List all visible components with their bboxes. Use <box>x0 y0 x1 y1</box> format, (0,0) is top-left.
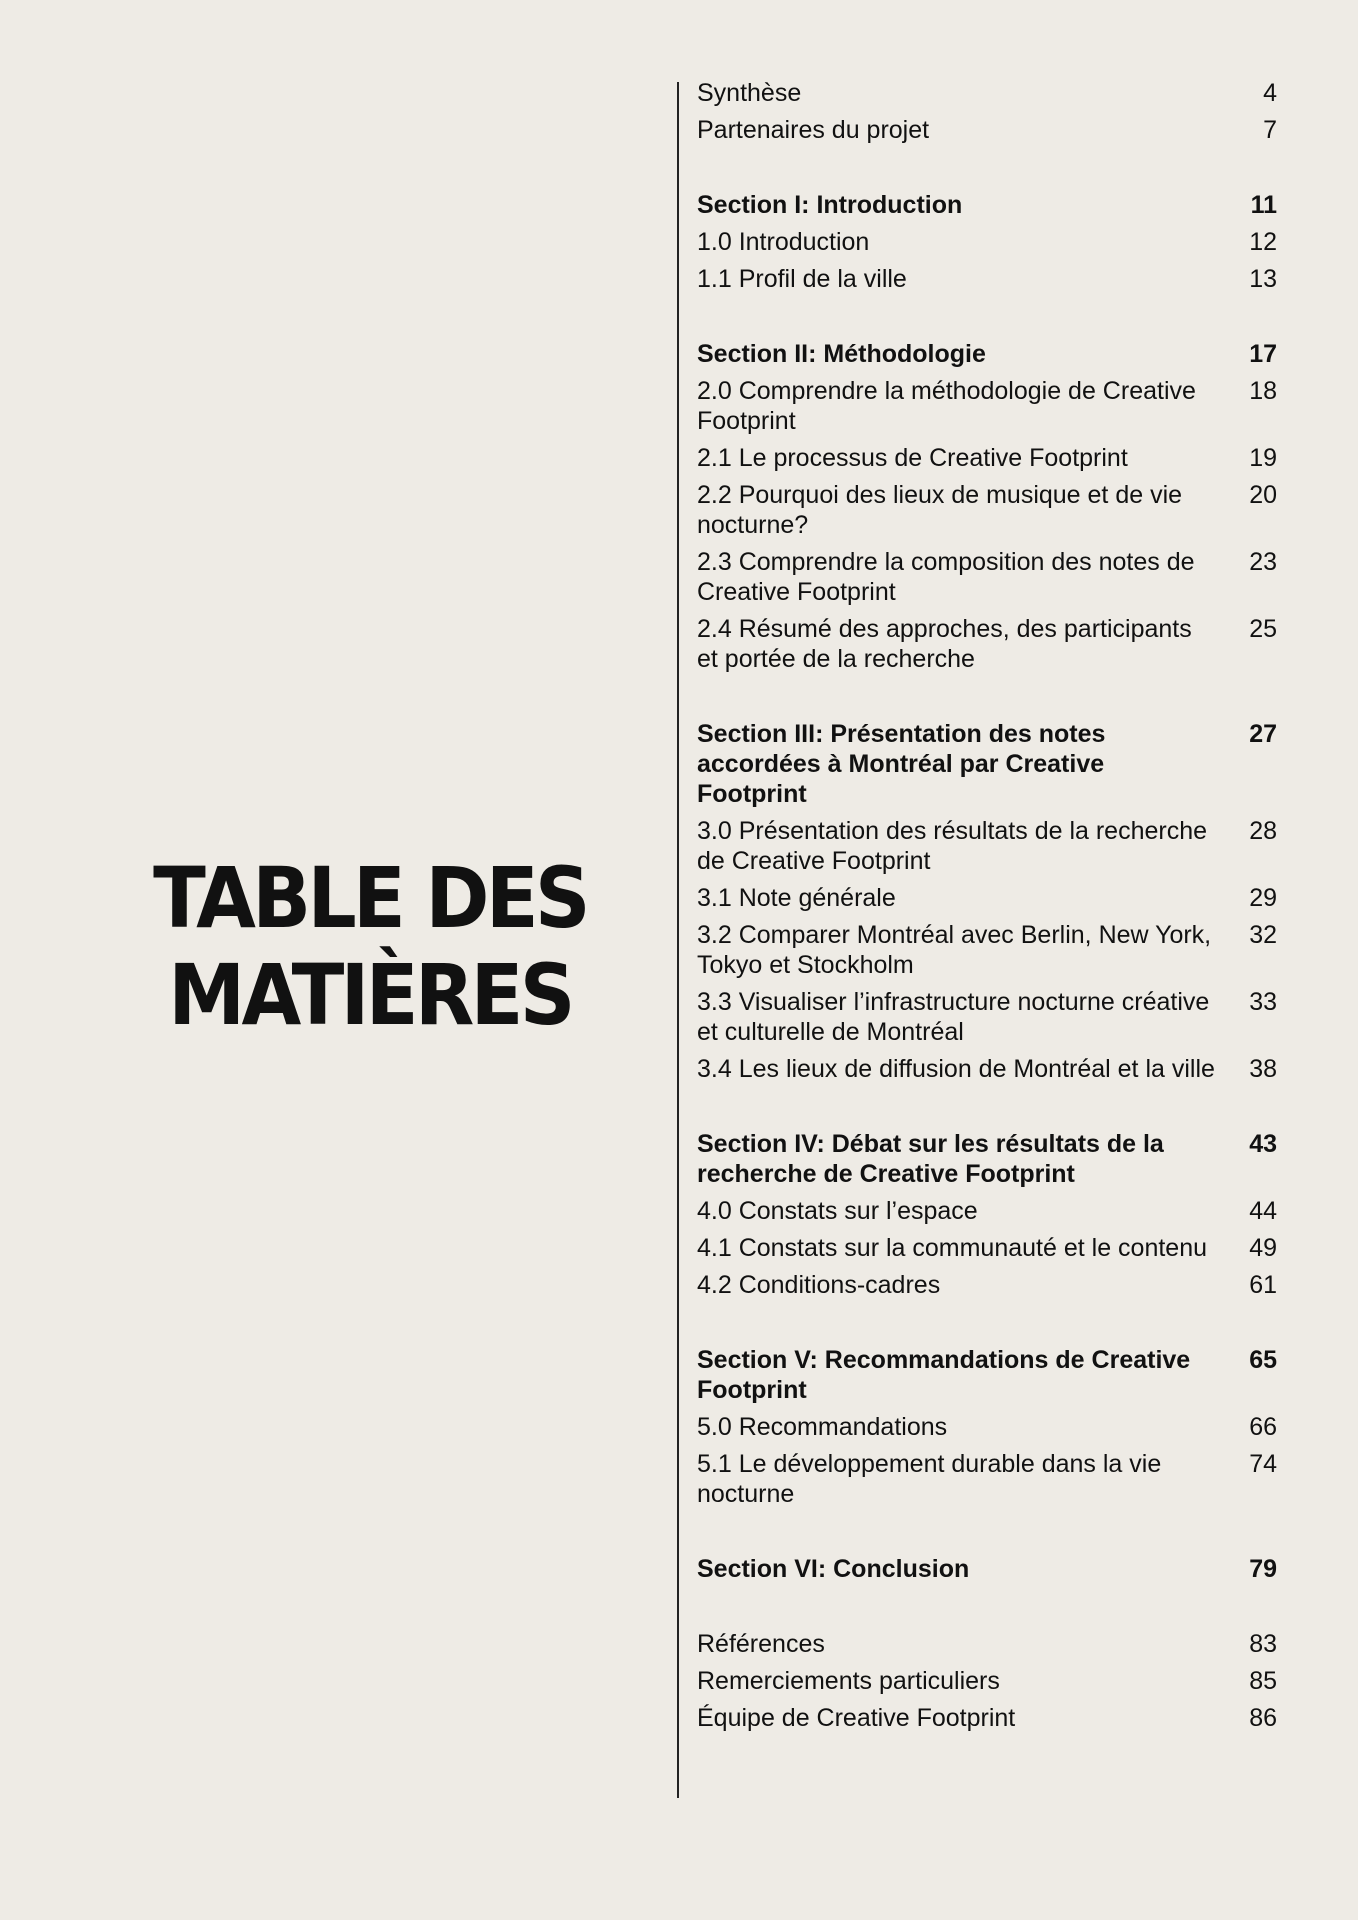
toc-section-page: 65 <box>1249 1346 1277 1374</box>
toc-section-label: Section VI: Conclusion <box>697 1555 970 1583</box>
toc-entry-references[interactable] <box>697 1629 1277 1659</box>
table-of-contents <box>697 78 1277 1740</box>
toc-section-heading-1[interactable] <box>697 190 1277 220</box>
toc-entry-page: 29 <box>1249 884 1277 912</box>
toc-entry-page: 18 <box>1249 377 1277 405</box>
toc-entry-label: Remerciements particuliers <box>697 1667 1000 1695</box>
toc-entry-page: 74 <box>1249 1450 1277 1478</box>
toc-entry-remerciements[interactable] <box>697 1666 1277 1696</box>
toc-section-page: 27 <box>1249 720 1277 748</box>
toc-entry-partenaires[interactable] <box>697 115 1277 145</box>
toc-entry-label: 3.3 Visualiser l’infrastructure nocturne créative et culturelle de Montréal <box>697 988 1210 1046</box>
toc-entry-label: 1.0 Introduction <box>697 228 870 256</box>
toc-entry-label: Équipe de Creative Footprint <box>697 1704 1016 1732</box>
toc-entry-2-3[interactable] <box>697 547 1277 607</box>
toc-entry-page: 86 <box>1249 1704 1277 1732</box>
toc-entry-1-1[interactable] <box>697 264 1277 294</box>
toc-entry-label: 4.2 Conditions-cadres <box>697 1271 941 1299</box>
toc-entry-page: 7 <box>1263 116 1277 144</box>
page-title-line-1: TABLE DES <box>153 849 587 947</box>
spacer <box>697 152 1277 190</box>
toc-entry-page: 83 <box>1249 1630 1277 1658</box>
toc-entry-page: 61 <box>1249 1271 1277 1299</box>
vertical-divider <box>677 82 679 1798</box>
toc-entry-2-2[interactable] <box>697 480 1277 540</box>
toc-entry-label: 2.1 Le processus de Creative Footprint <box>697 444 1128 472</box>
toc-section-page: 43 <box>1249 1130 1277 1158</box>
toc-entry-page: 85 <box>1249 1667 1277 1695</box>
toc-entry-3-2[interactable] <box>697 920 1277 980</box>
toc-entry-label: 5.1 Le développement durable dans la vie nocturne <box>697 1450 1162 1508</box>
toc-entry-label: 4.0 Constats sur l’espace <box>697 1197 978 1225</box>
toc-entry-label: 2.2 Pourquoi des lieux de musique et de vie nocturne? <box>697 481 1183 539</box>
toc-entry-page: 44 <box>1249 1197 1277 1225</box>
toc-section-label: Section III: Présentation des notes accordées à Montréal par Creative Footprint <box>697 720 1106 808</box>
toc-entry-3-4[interactable] <box>697 1054 1277 1084</box>
toc-entry-2-4[interactable] <box>697 614 1277 674</box>
toc-entry-4-0[interactable] <box>697 1196 1277 1226</box>
toc-section-page: 17 <box>1249 340 1277 368</box>
toc-entry-label: 2.4 Résumé des approches, des participants et portée de la recherche <box>697 615 1192 673</box>
toc-entry-page: 25 <box>1249 615 1277 643</box>
toc-entry-label: 3.4 Les lieux de diffusion de Montréal et la ville <box>697 1055 1215 1083</box>
toc-entry-page: 49 <box>1249 1234 1277 1262</box>
toc-entry-4-1[interactable] <box>697 1233 1277 1263</box>
toc-section-heading-4[interactable] <box>697 1129 1277 1189</box>
toc-entry-label: 4.1 Constats sur la communauté et le contenu <box>697 1234 1208 1262</box>
toc-entry-page: 66 <box>1249 1413 1277 1441</box>
toc-entry-page: 4 <box>1263 79 1277 107</box>
toc-entry-page: 33 <box>1249 988 1277 1016</box>
spacer <box>697 1307 1277 1345</box>
toc-entry-3-3[interactable] <box>697 987 1277 1047</box>
page-title <box>112 850 627 1043</box>
spacer <box>697 1091 1277 1129</box>
toc-entry-page: 23 <box>1249 548 1277 576</box>
toc-section-page: 79 <box>1249 1555 1277 1583</box>
toc-entry-page: 20 <box>1249 481 1277 509</box>
toc-entry-label: 5.0 Recommandations <box>697 1413 948 1441</box>
toc-section-label: Section II: Méthodologie <box>697 340 986 368</box>
page-title-line-2: MATIÈRES <box>168 945 572 1044</box>
toc-entry-page: 28 <box>1249 817 1277 845</box>
toc-entry-2-0[interactable] <box>697 376 1277 436</box>
toc-entry-3-1[interactable] <box>697 883 1277 913</box>
toc-entry-label: 2.0 Comprendre la méthodologie de Creative Footprint <box>697 377 1196 435</box>
toc-entry-label: Références <box>697 1630 825 1658</box>
toc-entry-page: 19 <box>1249 444 1277 472</box>
toc-section-heading-2[interactable] <box>697 339 1277 369</box>
toc-entry-label: 3.1 Note générale <box>697 884 896 912</box>
spacer <box>697 1516 1277 1554</box>
toc-entry-1-0[interactable] <box>697 227 1277 257</box>
toc-section-heading-5[interactable] <box>697 1345 1277 1405</box>
toc-entry-page: 12 <box>1249 228 1277 256</box>
spacer <box>697 301 1277 339</box>
toc-entry-3-0[interactable] <box>697 816 1277 876</box>
toc-entry-2-1[interactable] <box>697 443 1277 473</box>
toc-entry-synthese[interactable] <box>697 78 1277 108</box>
toc-section-label: Section IV: Débat sur les résultats de la recherche de Creative Footprint <box>697 1130 1164 1188</box>
toc-entry-label: 3.2 Comparer Montréal avec Berlin, New York, Tokyo et Stockholm <box>697 921 1212 979</box>
toc-section-label: Section V: Recommandations de Creative Footprint <box>697 1346 1191 1404</box>
spacer <box>697 1591 1277 1629</box>
toc-entry-page: 32 <box>1249 921 1277 949</box>
toc-section-heading-6[interactable] <box>697 1554 1277 1584</box>
toc-entry-5-1[interactable] <box>697 1449 1277 1509</box>
toc-section-page: 11 <box>1250 191 1277 219</box>
spacer <box>697 681 1277 719</box>
toc-section-label: Section I: Introduction <box>697 191 963 219</box>
toc-entry-label: 1.1 Profil de la ville <box>697 265 907 293</box>
toc-entry-label: Partenaires du projet <box>697 116 930 144</box>
toc-section-heading-3[interactable] <box>697 719 1277 809</box>
toc-entry-page: 38 <box>1249 1055 1277 1083</box>
toc-entry-equipe[interactable] <box>697 1703 1277 1733</box>
toc-entry-label: Synthèse <box>697 79 802 107</box>
toc-entry-5-0[interactable] <box>697 1412 1277 1442</box>
toc-entry-4-2[interactable] <box>697 1270 1277 1300</box>
toc-entry-label: 3.0 Présentation des résultats de la recherche de Creative Footprint <box>697 817 1208 875</box>
toc-entry-label: 2.3 Comprendre la composition des notes de Creative Footprint <box>697 548 1195 606</box>
toc-entry-page: 13 <box>1249 265 1277 293</box>
